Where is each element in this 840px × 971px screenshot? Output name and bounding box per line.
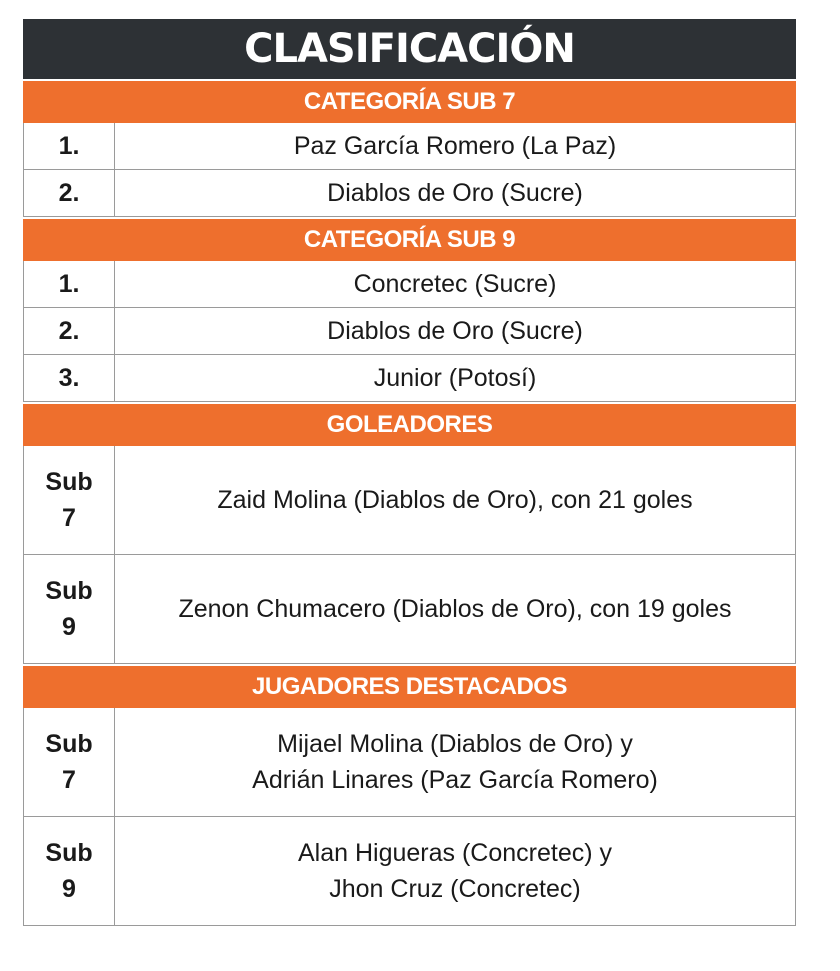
section-header-destacados: JUGADORES DESTACADOS — [23, 664, 796, 708]
category-cell — [24, 708, 115, 816]
category-number: 9 — [62, 613, 76, 641]
table-row — [23, 355, 796, 402]
category-cell — [24, 555, 115, 663]
team-cell: Junior (Potosí) — [373, 364, 537, 392]
section-header-goleadores: GOLEADORES — [23, 402, 796, 446]
table-row — [23, 708, 796, 817]
rank-cell: 2. — [24, 170, 115, 216]
player-line: Jhon Cruz (Concretec) — [329, 875, 581, 903]
category-label: Sub — [45, 839, 93, 867]
rank-cell: 1. — [24, 261, 115, 307]
table-row — [23, 446, 796, 555]
category-number: 9 — [62, 875, 76, 903]
category-label: Sub — [45, 468, 93, 496]
category-cell — [24, 817, 115, 925]
players-cell — [115, 817, 795, 925]
rank-cell: 1. — [24, 123, 115, 169]
table-row — [23, 308, 796, 355]
table-row — [23, 817, 796, 926]
table-row — [23, 261, 796, 308]
player-line: Alan Higueras (Concretec) y — [297, 839, 612, 867]
rank-cell: 2. — [24, 308, 115, 354]
page-title: CLASIFICACIÓN — [23, 19, 796, 79]
team-cell: Diablos de Oro (Sucre) — [327, 317, 583, 345]
category-cell — [24, 446, 115, 554]
team-cell: Paz García Romero (La Paz) — [293, 132, 617, 160]
table-row — [23, 170, 796, 217]
category-label: Sub — [45, 577, 93, 605]
classification-board — [23, 19, 796, 926]
section-header-sub7: CATEGORÍA SUB 7 — [23, 79, 796, 123]
category-number: 7 — [62, 766, 76, 794]
category-number: 7 — [62, 504, 76, 532]
scorer-cell: Zenon Chumacero (Diablos de Oro), con 19 goles — [178, 595, 732, 623]
scorer-cell: Zaid Molina (Diablos de Oro), con 21 goles — [217, 486, 693, 514]
team-cell: Concretec (Sucre) — [353, 270, 557, 298]
table-row — [23, 123, 796, 170]
table-row — [23, 555, 796, 664]
team-cell: Diablos de Oro (Sucre) — [327, 179, 583, 207]
section-header-sub9: CATEGORÍA SUB 9 — [23, 217, 796, 261]
player-line: Mijael Molina (Diablos de Oro) y — [277, 730, 633, 758]
rank-cell: 3. — [24, 355, 115, 401]
category-label: Sub — [45, 730, 93, 758]
players-cell — [115, 708, 795, 816]
player-line: Adrián Linares (Paz García Romero) — [252, 766, 658, 794]
